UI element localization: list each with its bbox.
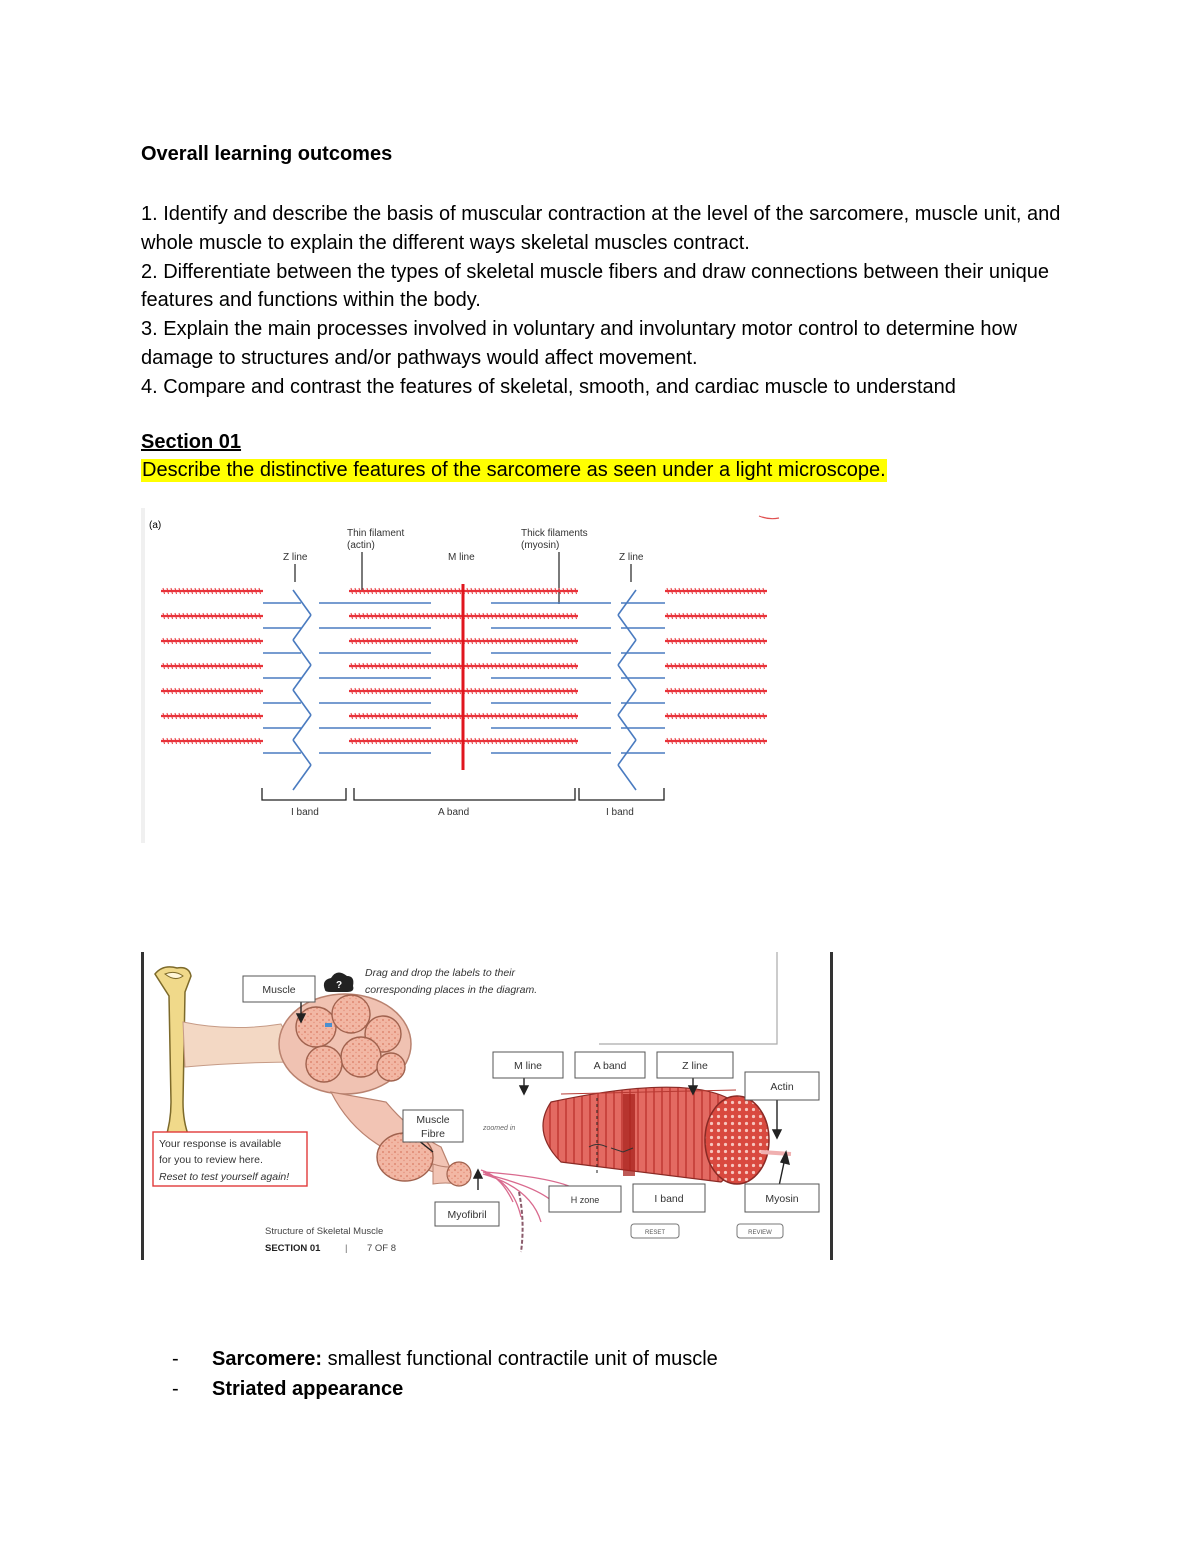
label-myosin[interactable] <box>745 1184 819 1212</box>
label-i-band[interactable] <box>633 1184 705 1212</box>
outcome-item: 3. Explain the main processes involved in voluntary and involuntary motor control to determine how damage to structures and/or pathways would affect movement. <box>141 318 1018 369</box>
document-heading: Overall learning outcomes <box>141 143 393 165</box>
label-text: H zone <box>570 1195 600 1205</box>
feedback-box <box>153 1132 307 1186</box>
label-a-band[interactable] <box>575 1052 645 1078</box>
bullet-dash: - <box>172 1348 179 1370</box>
label-h-zone[interactable] <box>549 1186 621 1212</box>
thick-filaments-sublabel: (myosin) <box>521 540 560 551</box>
footer-separator: | <box>345 1243 348 1254</box>
notes-list <box>172 1344 718 1404</box>
instruction-line-2: corresponding places in the diagram. <box>365 984 538 996</box>
note-term: Striated appearance <box>212 1378 404 1400</box>
note-item <box>172 1344 718 1374</box>
z-line-right-label: Z line <box>619 552 644 563</box>
instruction-line-1: Drag and drop the labels to their <box>365 967 516 979</box>
footer-section: SECTION 01 <box>265 1243 321 1254</box>
label-text: Muscle <box>262 984 296 996</box>
a-band-label: A band <box>438 807 470 818</box>
sarcomere-diagram <box>141 508 791 843</box>
label-text: A band <box>593 1060 627 1072</box>
label-text: I band <box>654 1193 684 1205</box>
m-line-label: M line <box>448 552 475 563</box>
label-text: Muscle <box>416 1114 450 1126</box>
label-muscle[interactable] <box>243 976 315 1002</box>
i-band-right-label: I band <box>606 807 634 818</box>
zoomed-in-note: zoomed in <box>483 1125 516 1132</box>
note-text: smallest functional contractile unit of muscle <box>322 1348 718 1370</box>
learning-outcomes-list <box>141 200 1081 402</box>
reset-button[interactable] <box>631 1224 679 1238</box>
label-text: Fibre <box>421 1128 445 1140</box>
label-text: Myofibril <box>447 1209 487 1221</box>
review-button[interactable] <box>737 1224 783 1238</box>
thin-filament-label: Thin filament <box>347 528 405 539</box>
note-term: Sarcomere: <box>212 1348 323 1370</box>
outcome-item: 4. Compare and contrast the features of skeletal, smooth, and cardiac muscle to understand <box>141 375 956 398</box>
feedback-line-3: Reset to test yourself again! <box>159 1171 290 1183</box>
outcome-item: 2. Differentiate between the types of skeletal muscle fibers and draw connections between their unique features and functions within the body. <box>141 260 1049 312</box>
label-actin[interactable] <box>745 1072 819 1100</box>
thick-filaments-label: Thick filaments <box>521 528 588 539</box>
z-line-left-label: Z line <box>283 552 308 563</box>
skeletal-muscle-activity <box>141 952 834 1260</box>
bullet-dash: - <box>172 1378 179 1400</box>
footer-page: 7 OF 8 <box>367 1243 397 1254</box>
label-text: M line <box>513 1060 543 1072</box>
outcome-item: 1. Identify and describe the basis of muscular contraction at the level of the sarcomere, muscle unit, and whole muscle to explain the different ways skeletal muscles contract. <box>141 203 1061 254</box>
reset-button-label: RESET <box>644 1230 666 1236</box>
note-item <box>172 1374 718 1404</box>
help-icon-glyph: ? <box>335 980 343 991</box>
i-band-left-label: I band <box>291 807 319 818</box>
section-title: Section 01 <box>141 431 242 453</box>
feedback-line-1: Your response is available <box>159 1138 282 1150</box>
feedback-line-2: for you to review here. <box>159 1154 263 1166</box>
label-muscle-fibre[interactable] <box>403 1110 463 1142</box>
label-text: Actin <box>770 1081 794 1093</box>
label-text: Z line <box>682 1060 708 1072</box>
panel-label: (a) <box>149 520 162 531</box>
section-question: Describe the distinctive features of the sarcomere as seen under a light microscope. <box>142 459 886 481</box>
footer-title: Structure of Skeletal Muscle <box>265 1226 384 1237</box>
label-text: Myosin <box>765 1193 799 1205</box>
label-myofibril[interactable] <box>435 1202 499 1226</box>
review-button-label: REVIEW <box>748 1230 772 1236</box>
thin-filament-sublabel: (actin) <box>347 540 375 551</box>
label-m-line[interactable] <box>493 1052 563 1078</box>
label-z-line[interactable] <box>657 1052 733 1078</box>
